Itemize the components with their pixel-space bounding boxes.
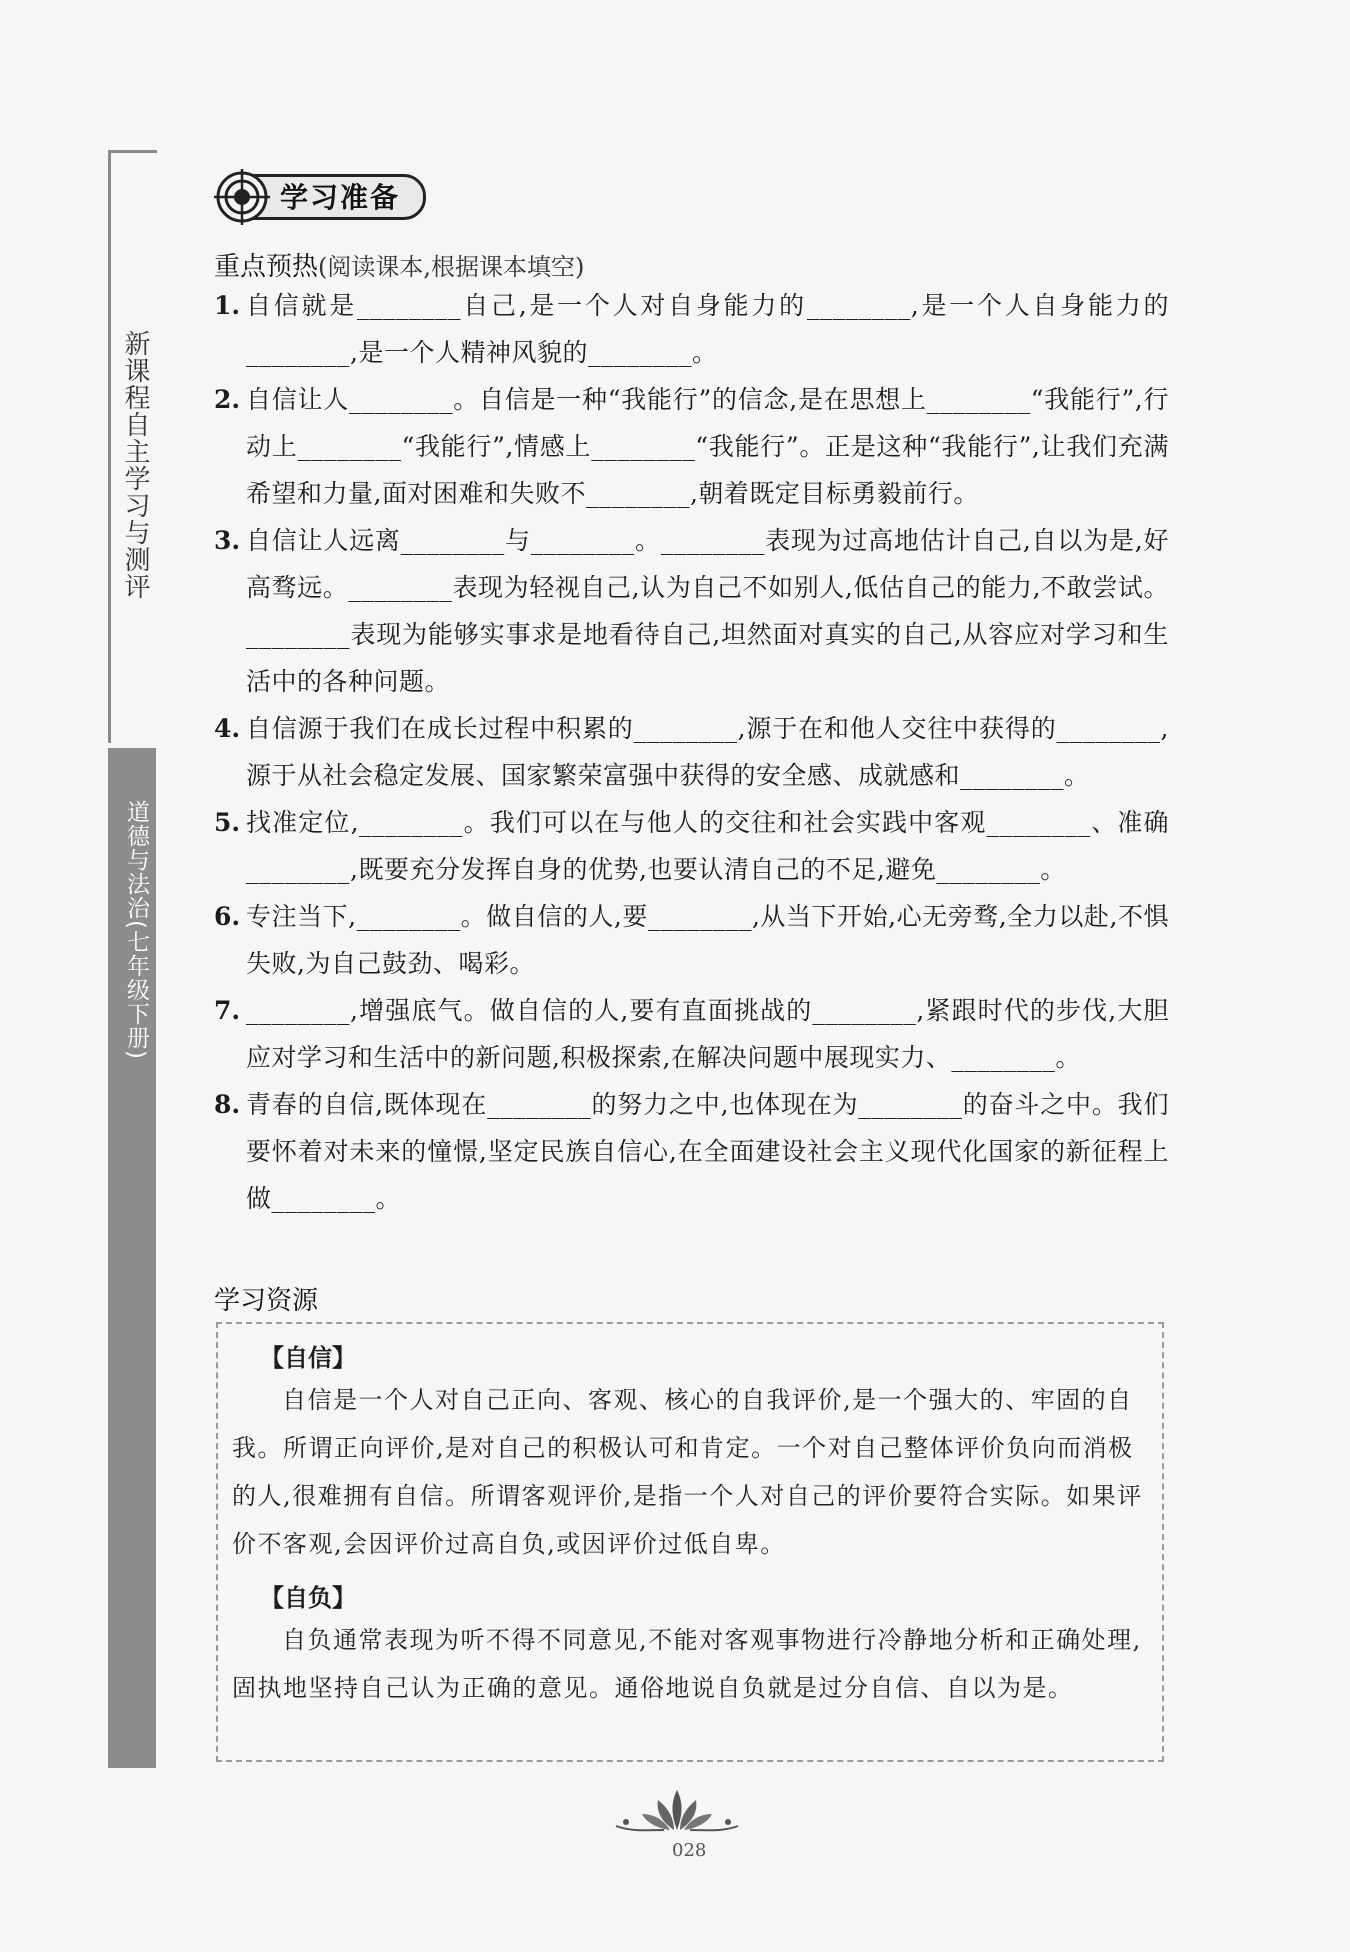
resources-box	[216, 1322, 1164, 1762]
question-text: 青春的自信,既体现在________的努力之中,也体现在为________的奋斗之中。我们要怀着对未来的憧憬,坚定民族自信心,在全面建设社会主义现代化国家的新征程上做________。	[246, 1090, 1169, 1213]
resource-title-arrogance: 【自负】	[260, 1584, 356, 1612]
question-number: 7.	[214, 996, 241, 1025]
question-text: 自信源于我们在成长过程中积累的________,源于在和他人交往中获得的________,源于从社会稳定发展、国家繁荣富强中获得的安全感、成就感和________。	[246, 714, 1169, 790]
resource-title-confidence: 【自信】	[260, 1344, 356, 1372]
question-list	[214, 282, 1169, 1222]
question-text: 找准定位,________。我们可以在与他人的交往和社会实践中客观________、准确________,既要充分发挥自身的优势,也要认清自己的不足,避免________。	[246, 808, 1169, 884]
question-item-2	[214, 376, 1169, 517]
question-item-6	[214, 893, 1169, 987]
preview-heading	[214, 246, 584, 283]
question-item-5	[214, 799, 1169, 893]
question-item-8	[214, 1081, 1169, 1222]
question-number: 6.	[214, 902, 241, 931]
preview-note: (阅读课本,根据课本填空)	[318, 253, 585, 281]
question-text: ________,增强底气。做自信的人,要有直面挑战的________,紧跟时代的步伐,大胆应对学习和生活中的新问题,积极探索,在解决问题中展现实力、________。	[246, 996, 1169, 1072]
question-item-7	[214, 987, 1169, 1081]
section-title: 学习准备	[280, 181, 401, 214]
target-icon	[212, 168, 274, 226]
question-number: 3.	[214, 526, 241, 555]
question-number: 4.	[214, 714, 241, 743]
question-text: 自信让人________。自信是一种“我能行”的信念,是在思想上________“我能行”,行动上________“我能行”,情感上________“我能行”。正是这种“我能行”,让我们充满希望和力量,面对困难和失败不________,朝着既定目标勇毅前行。	[246, 385, 1169, 508]
resource-body-confidence: 自信是一个人对自己正向、客观、核心的自我评价,是一个强大的、牢固的自我。所谓正向评价,是对自己的积极认可和肯定。一个对自己整体评价负向而消极的人,很难拥有自信。所谓客观评价,是指一个人对自己的评价要符合实际。如果评价不客观,会因评价过高自负,或因评价过低自卑。	[232, 1386, 1143, 1558]
question-number: 8.	[214, 1090, 241, 1119]
series-title: 新课程自主学习与测评	[120, 330, 150, 600]
resources-heading: 学习资源	[214, 1286, 319, 1316]
question-number: 5.	[214, 808, 241, 837]
question-item-3	[214, 517, 1169, 705]
leaf-ornament-icon	[612, 1786, 742, 1836]
question-text: 自信就是________自己,是一个人对自身能力的________,是一个人自身能力的________,是一个人精神风貌的________。	[246, 291, 1169, 367]
page-number: 028	[672, 1840, 707, 1861]
section-badge	[212, 168, 412, 220]
question-number: 1.	[214, 291, 241, 320]
subject-title: 道德与法治(七年级下册)	[123, 800, 149, 1060]
resource-body-arrogance: 自负通常表现为听不得不同意见,不能对客观事物进行冷静地分析和正确处理,固执地坚持自己认为正确的意见。通俗地说自负就是过分自信、自以为是。	[232, 1626, 1142, 1702]
question-number: 2.	[214, 385, 241, 414]
question-text: 自信让人远离________与________。________表现为过高地估计自己,自以为是,好高骛远。________表现为轻视自己,认为自己不如别人,低估自己的能力,不敢尝试。________表现为能够实事求是地看待自己,坦然面对真实的自己,从容应对学习和生活中的各种问题。	[246, 526, 1169, 696]
question-item-1	[214, 282, 1169, 376]
preview-heading-label: 重点预热	[214, 252, 319, 282]
question-item-4	[214, 705, 1169, 799]
question-text: 专注当下,________。做自信的人,要________,从当下开始,心无旁骛,全力以赴,不惧失败,为自己鼓劲、喝彩。	[246, 902, 1169, 978]
